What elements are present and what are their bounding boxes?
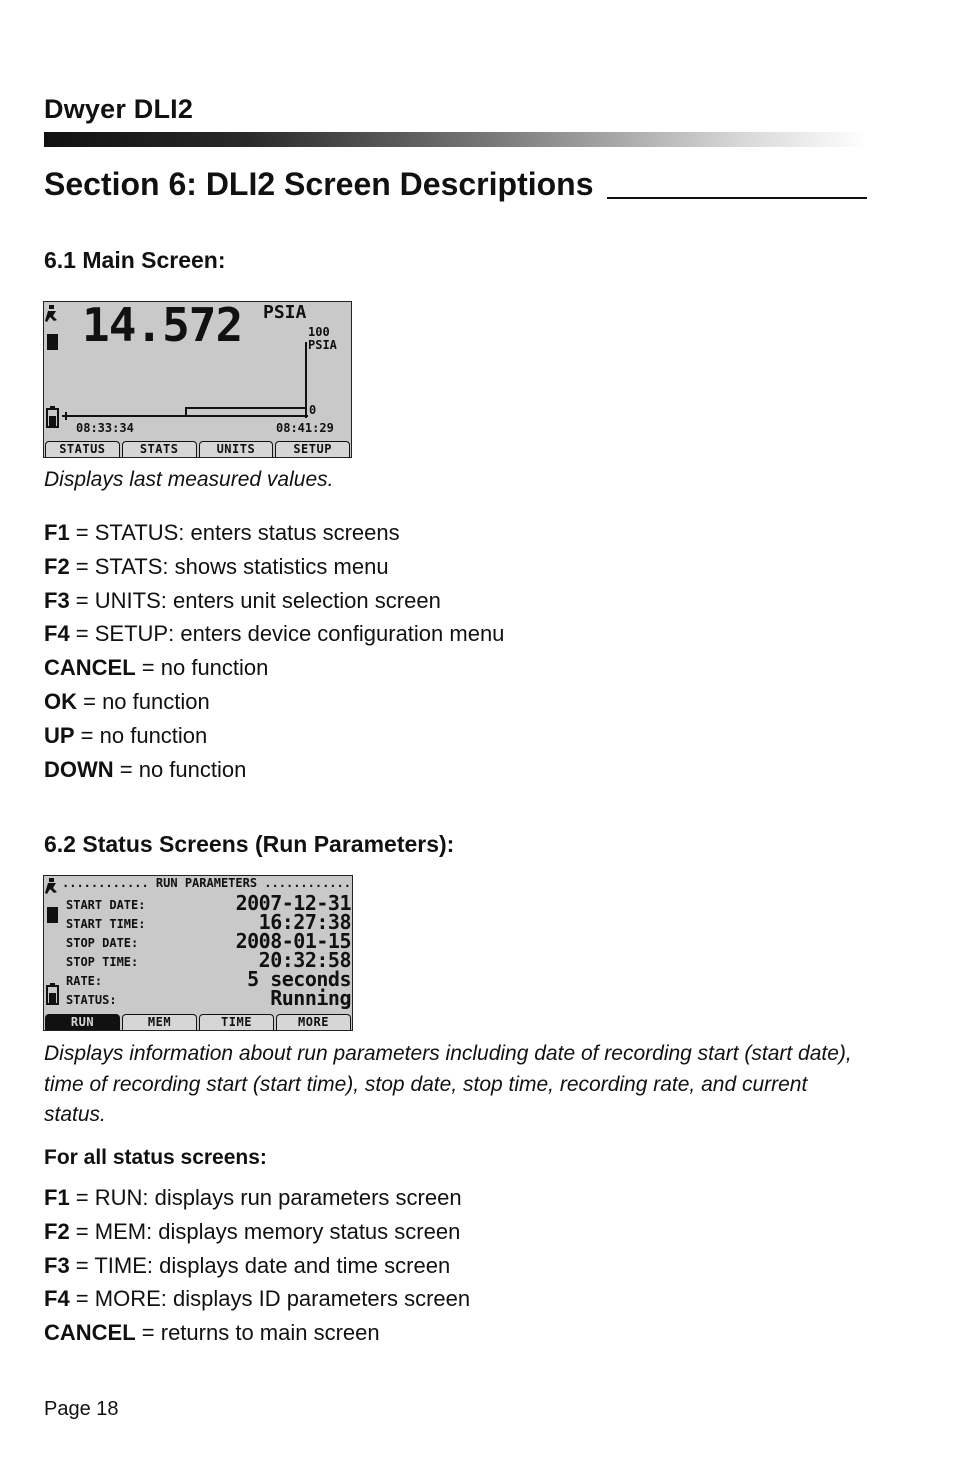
status-screens-caption: Displays information about run parameters including date of recording start (start date), time of recording start (start time), stop date, stop time, recording rate, and current status. <box>44 1042 852 1126</box>
softkey-bar <box>44 1014 352 1030</box>
key-desc: = no function <box>135 655 269 681</box>
key-name: UP <box>44 722 75 748</box>
page-number: Page 18 <box>44 1398 119 1420</box>
status-screens-heading: 6.2 Status Screens (Run Parameters): <box>44 831 455 857</box>
section-title: Section 6: DLI2 Screen Descriptions <box>44 166 594 202</box>
key-name: DOWN <box>44 756 114 782</box>
memory-block-icon <box>47 334 58 350</box>
battery-icon <box>47 406 58 427</box>
status-screens-subheading: For all status screens: <box>44 1146 267 1169</box>
key-desc: = RUN: displays run parameters screen <box>69 1185 462 1210</box>
key-desc: = STATUS: enters status screens <box>69 520 400 545</box>
battery-icon <box>47 983 58 1004</box>
param-value: 2007-12-31 <box>235 891 351 915</box>
key-name: F3 <box>44 587 70 613</box>
running-indicator-icon <box>45 305 57 322</box>
softkey-mem[interactable]: MEM <box>122 1014 197 1030</box>
param-label: STOP TIME: <box>66 955 139 969</box>
key-name: F1 <box>44 1185 70 1210</box>
key-item <box>44 651 504 685</box>
status-screens-key-list <box>44 1181 470 1350</box>
param-value: Running <box>270 986 351 1010</box>
key-desc: = UNITS: enters unit selection screen <box>69 587 441 613</box>
key-item <box>44 1316 470 1350</box>
key-item <box>44 1215 470 1249</box>
pressure-unit: PSIA <box>263 302 307 323</box>
key-name: OK <box>44 688 77 714</box>
key-name: F1 <box>44 520 70 545</box>
range-high-unit: PSIA <box>308 338 337 352</box>
key-item <box>44 1181 470 1215</box>
time-end: 08:41:29 <box>276 421 334 435</box>
key-name: F2 <box>44 553 70 579</box>
range-high <box>308 326 337 352</box>
key-desc: = no function <box>113 756 247 782</box>
key-item <box>44 550 504 584</box>
graph-trace <box>186 408 306 416</box>
run-parameters-lcd <box>43 875 353 1031</box>
section-rule <box>607 197 867 199</box>
main-screen-caption: Displays last measured values. <box>44 468 334 491</box>
key-name: CANCEL <box>44 1320 136 1346</box>
running-indicator-icon <box>45 878 57 894</box>
key-item <box>44 617 504 651</box>
key-name: CANCEL <box>44 655 136 681</box>
pressure-reading: 14.572 <box>82 301 243 352</box>
brand-gradient-bar <box>44 132 866 147</box>
key-item <box>44 1282 470 1316</box>
main-screen-lcd <box>43 301 352 458</box>
softkey-more[interactable]: MORE <box>276 1014 351 1030</box>
brand-title: Dwyer DLI2 <box>44 94 194 124</box>
key-item <box>44 719 504 753</box>
range-low: 0 <box>309 403 317 417</box>
key-desc: = TIME: displays date and time screen <box>69 1252 451 1278</box>
softkey-setup[interactable]: SETUP <box>275 441 350 457</box>
key-desc: = STATS: shows statistics menu <box>69 553 389 579</box>
softkey-bar <box>44 441 351 457</box>
key-name: F4 <box>44 621 70 647</box>
key-desc: = no function <box>74 722 208 748</box>
key-item <box>44 685 504 719</box>
param-label: STOP DATE: <box>66 936 139 950</box>
param-value: 5 seconds <box>247 967 351 991</box>
key-desc: = no function <box>77 688 210 714</box>
key-item <box>44 1249 470 1283</box>
key-item <box>44 753 504 787</box>
run-parameters-header: ............ RUN PARAMETERS ............ <box>62 876 351 890</box>
param-value: 2008-01-15 <box>235 929 351 953</box>
time-start: 08:33:34 <box>76 421 134 435</box>
softkey-run[interactable]: RUN <box>45 1014 120 1030</box>
range-high-value: 100 <box>308 325 330 339</box>
param-label: START DATE: <box>66 898 146 912</box>
softkey-stats[interactable]: STATS <box>122 441 197 457</box>
key-desc: = returns to main screen <box>135 1320 380 1346</box>
param-label: RATE: <box>66 974 103 988</box>
key-name: F3 <box>44 1252 70 1278</box>
key-desc: = SETUP: enters device configuration menu <box>69 621 505 647</box>
param-value: 16:27:38 <box>258 910 351 934</box>
memory-block-icon <box>47 907 58 923</box>
main-screen-heading: 6.1 Main Screen: <box>44 247 226 273</box>
param-label: STATUS: <box>66 993 117 1007</box>
key-name: F4 <box>44 1286 70 1312</box>
param-value: 20:32:58 <box>258 948 351 972</box>
param-row <box>66 986 351 1010</box>
main-screen-key-list <box>44 516 504 786</box>
key-name: F2 <box>44 1218 70 1244</box>
softkey-units[interactable]: UNITS <box>199 441 274 457</box>
key-desc: = MEM: displays memory status screen <box>69 1218 461 1244</box>
param-label: START TIME: <box>66 917 146 931</box>
key-item <box>44 516 504 550</box>
key-item <box>44 584 504 618</box>
softkey-time[interactable]: TIME <box>199 1014 274 1030</box>
softkey-status[interactable]: STATUS <box>45 441 120 457</box>
key-desc: = MORE: displays ID parameters screen <box>69 1286 471 1312</box>
